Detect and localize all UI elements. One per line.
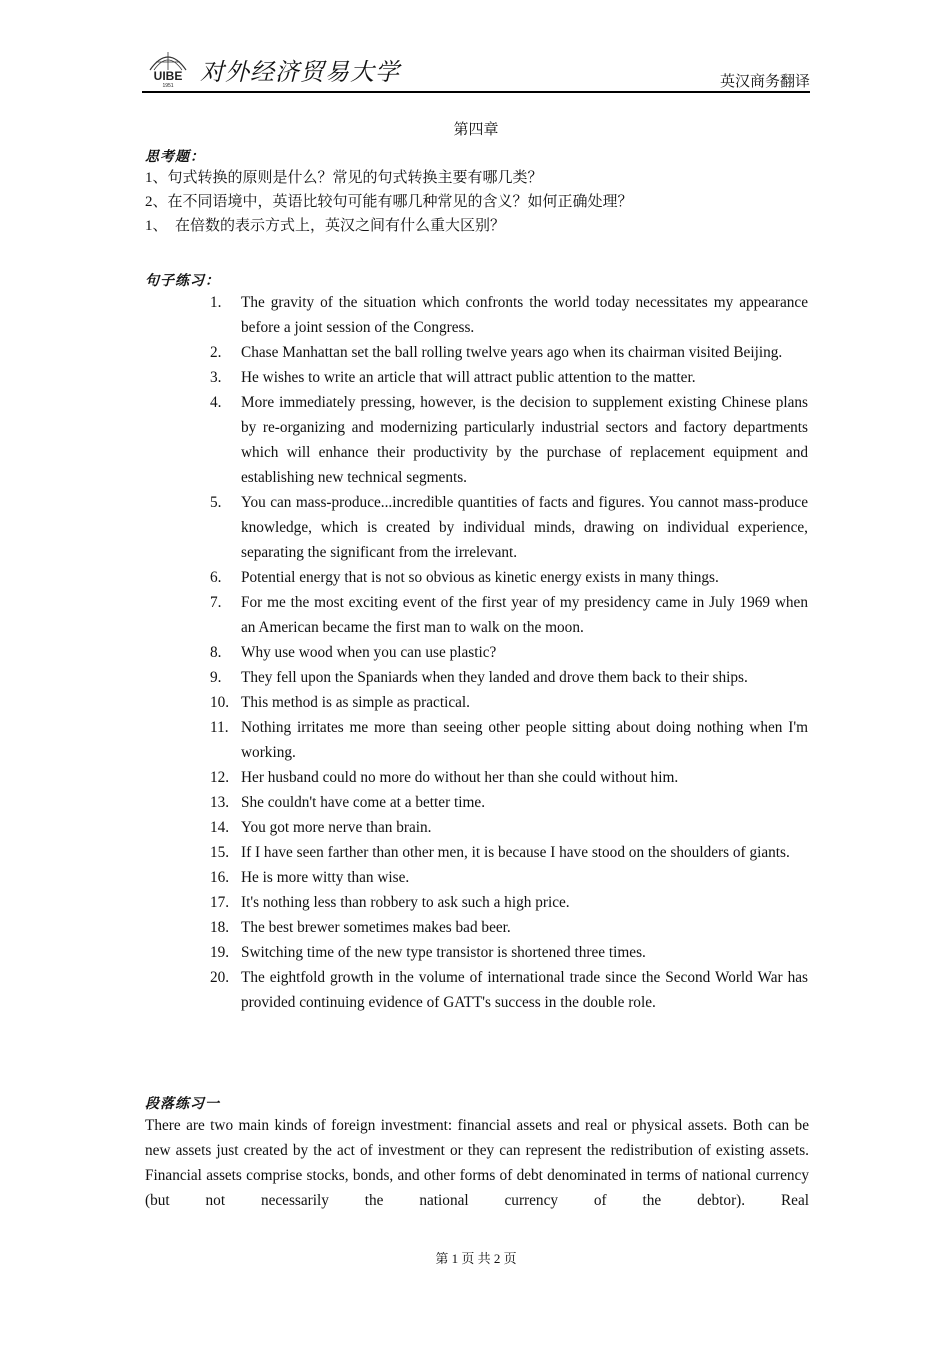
sentence-number: 14.: [210, 819, 230, 836]
sentence-text: She couldn't have come at a better time.: [241, 794, 486, 811]
sentence-item: [210, 840, 808, 865]
sentence-item: [210, 690, 808, 715]
page-footer: 第 1 页 共 2 页: [435, 1251, 517, 1266]
sentence-number: 9.: [210, 669, 222, 686]
sentence-number: 13.: [210, 794, 230, 811]
university-name: 对外经济贸易大学: [200, 58, 400, 86]
sentence-item: [210, 965, 808, 1015]
sentence-number: 3.: [210, 369, 222, 386]
question-item: 2、在不同语境中，英语比较句可能有哪几种常见的含义？如何正确处理？: [145, 194, 633, 210]
sentence-item: [210, 865, 808, 890]
sentence-number: 15.: [210, 844, 230, 861]
sentence-number: 6.: [210, 569, 222, 586]
sentence-number: 7.: [210, 594, 222, 611]
sentence-text: You got more nerve than brain.: [241, 819, 432, 836]
logo-year: 1951: [162, 83, 174, 88]
sentence-number: 10.: [210, 694, 230, 711]
sentence-item: [210, 590, 808, 640]
sentence-text: Potential energy that is not so obvious as kinetic energy exists in many things.: [241, 569, 719, 586]
course-title: 英汉商务翻译: [719, 72, 810, 90]
sentence-item: [210, 815, 808, 840]
sentence-number: 16.: [210, 869, 230, 886]
paragraph-text: There are two main kinds of foreign investment: financial assets and real or physical assets. Both can be new assets just created by the act of investment or they can represent the redistribution of existing assets. Financial assets comprise stocks, bonds, and other forms of debt denominated in terms of national currency (but not necessarily the national currency of the debtor). Real: [145, 1117, 809, 1209]
university-logo: [142, 48, 194, 88]
sentence-text: This method is as simple as practical.: [241, 694, 470, 711]
question-item: 1、句式转换的原则是什么？常见的句式转换主要有哪几类？: [145, 170, 543, 186]
sentence-item: [210, 790, 808, 815]
sentence-item: [210, 390, 808, 490]
page-header: [142, 44, 810, 94]
sentence-text: Chase Manhattan set the ball rolling twelve years ago when its chairman visited Beijing.: [241, 344, 783, 361]
sentence-item: [210, 715, 808, 765]
sentence-text: If I have seen farther than other men, it is because I have stood on the shoulders of giants.: [241, 844, 790, 861]
sentence-text: The gravity of the situation which confronts the world today necessitates my appearance before a joint session of the Congress.: [241, 294, 808, 336]
sentences-label: 句子练习：: [145, 273, 220, 289]
sentence-item: [210, 340, 808, 365]
sentence-text: Switching time of the new type transistor is shortened three times.: [241, 944, 646, 961]
sentence-text: He is more witty than wise.: [241, 869, 410, 886]
sentence-list: [210, 290, 808, 1015]
sentence-text: They fell upon the Spaniards when they landed and drove them back to their ships.: [241, 669, 748, 686]
sentence-number: 18.: [210, 919, 230, 936]
sentence-number: 12.: [210, 769, 230, 786]
sentence-number: 11.: [210, 719, 229, 736]
sentence-item: [210, 640, 808, 665]
sentence-number: 4.: [210, 394, 222, 411]
sentence-text: For me the most exciting event of the first year of my presidency came in July 1969 when an American became the first man to walk on the moon.: [241, 594, 808, 636]
sentence-number: 8.: [210, 644, 222, 661]
sentence-item: [210, 915, 808, 940]
sentence-item: [210, 940, 808, 965]
chapter-title: 第四章: [453, 122, 499, 138]
sentence-item: [210, 365, 808, 390]
sentence-number: 19.: [210, 944, 230, 961]
question-item: 1、 在倍数的表示方式上，英汉之间有什么重大区别？: [145, 218, 506, 234]
sentence-text: Her husband could no more do without her than she could without him.: [241, 769, 679, 786]
sentence-item: [210, 490, 808, 565]
logo-text: UIBE: [153, 69, 183, 83]
sentence-item: [210, 290, 808, 340]
sentence-number: 5.: [210, 494, 222, 511]
sentence-text: The best brewer sometimes makes bad beer.: [241, 919, 511, 936]
sentence-text: Nothing irritates me more than seeing other people sitting about doing nothing when I'm working.: [241, 719, 808, 761]
sentence-item: [210, 565, 808, 590]
sentence-text: Why use wood when you can use plastic?: [241, 644, 497, 661]
sentence-number: 2.: [210, 344, 222, 361]
sentence-text: You can mass-produce...incredible quantities of facts and figures. You cannot mass-produce knowledge, which is created by individual minds, drawing on individual experience, separating the significant from the irrelevant.: [241, 494, 808, 561]
sentence-number: 17.: [210, 894, 230, 911]
paragraph-label: 段落练习一: [145, 1096, 220, 1112]
sentence-text: The eightfold growth in the volume of international trade since the Second World War has provided continuing evidence of GATT's success in the double role.: [241, 969, 808, 1011]
questions-label: 思考题：: [145, 149, 205, 165]
sentence-item: [210, 890, 808, 915]
sentence-item: [210, 665, 808, 690]
sentence-text: He wishes to write an article that will attract public attention to the matter.: [241, 369, 696, 386]
sentence-number: 20.: [210, 969, 230, 986]
header-rule: [142, 91, 810, 93]
sentence-item: [210, 765, 808, 790]
sentence-number: 1.: [210, 294, 222, 311]
sentence-text: More immediately pressing, however, is the decision to supplement existing Chinese plans by re-organizing and modernizing particularly industrial sectors and factory departments which will enhance their productivity by the purchase of replacement equipment and establishing new technical segments.: [241, 394, 808, 486]
sentence-text: It's nothing less than robbery to ask such a high price.: [241, 894, 570, 911]
